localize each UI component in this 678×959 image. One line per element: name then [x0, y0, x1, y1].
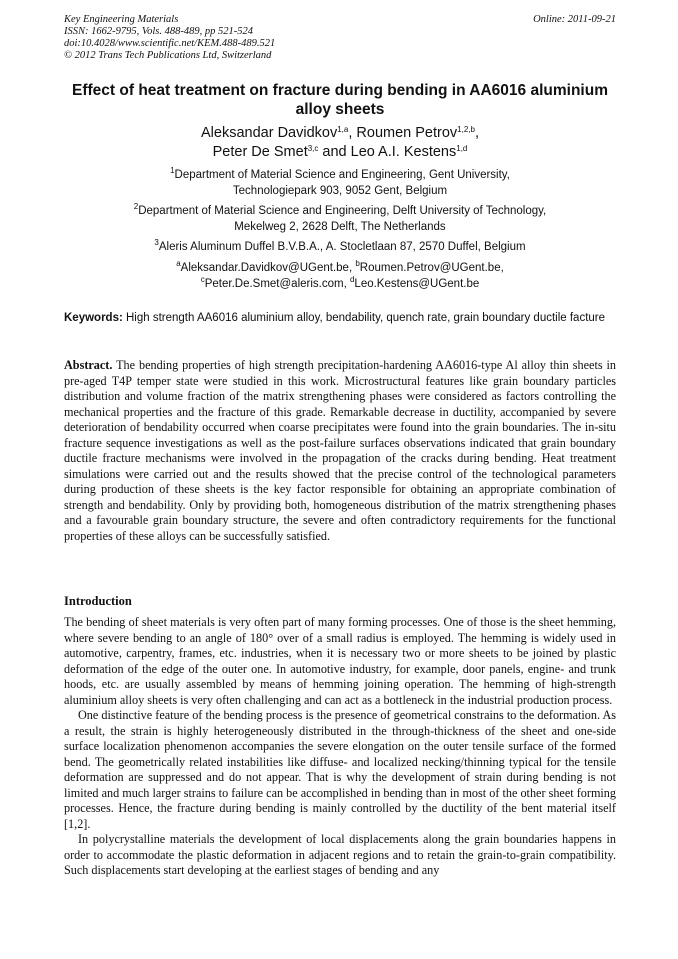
email-mark: c	[200, 275, 205, 284]
affiliation-3	[70, 239, 610, 255]
affiliation-number: 1	[170, 166, 175, 175]
email-link[interactable]: Roumen.Petrov@UGent.be,	[359, 262, 504, 274]
journal-name: Key Engineering Materials	[64, 14, 179, 25]
abstract-text: The bending properties of high strength precipitation-hardening AA6016-type Al alloy thin sheets in pre-aged T4P temper state were studied in this work. Microstructural features like grain boundary particles distribution and volume fraction of the matrix strengthening phases were considered as factors controlling the mechanical properties and the fracture of this grade. Remarkable decrease in ductility, accompanied by severe deterioration of bendability occurred when coarse precipitates were found into the grain boundaries. The in-situ fracture sequence investigations as well as the post-failure surfaces observations indicated that grain boundary ductile fracture mechanisms were involved in the propagation of the cracks during bending. Heat treatment simulations were carried out and the results showed that the precise control of the technological parameters during production of these sheets is the key factor responsible for obtaining an appropriate combination of strength and bendability. Only by providing both, homogeneous distribution of the matrix strengthening phases and a favourable grain boundary structure, the severe and often contradictory requirements for the functional properties of these alloys can be successfully satisfied.	[64, 358, 616, 543]
email-link[interactable]: Leo.Kestens@UGent.be	[354, 278, 480, 290]
email-link[interactable]: Aleksandar.Davidkov@UGent.be	[180, 262, 349, 274]
journal-header	[64, 14, 616, 62]
author-name: Aleksandar Davidkov	[201, 125, 338, 141]
author-list	[60, 124, 620, 162]
author-name: Peter De Smet	[212, 144, 308, 160]
journal-copyright: © 2012 Trans Tech Publications Ltd, Switzerland	[64, 50, 272, 61]
author-separator: ,	[474, 125, 479, 141]
author-name: Leo A.I. Kestens	[350, 144, 457, 160]
online-date: Online: 2011-09-21	[533, 14, 616, 25]
keywords-block	[64, 310, 616, 326]
email-link[interactable]: Peter.De.Smet@aleris.com	[204, 278, 344, 290]
affiliation-2	[70, 203, 610, 235]
email-mark: b	[355, 259, 360, 268]
affiliation-line: Aleris Aluminum Duffel B.V.B.A., A. Stocletlaan 87, 2570 Duffel, Belgium	[158, 241, 526, 253]
author-affiliation-mark: 1,2,b	[457, 125, 475, 134]
paragraph: One distinctive feature of the bending process is the presence of geometrical constrains to the deformation. As a result, the strain is highly heterogeneously distributed in the through-thickness of the sheet and one-side surface localization phenomenon accompanies the severe elongation on the outer tensile surface of the formed bend. The geometrically related instabilities like diffuse- and localized necking/thinning typical for the tensile deformation are suppressed and do not appear. That is why the development of strain during bending is not limited and much larger strains to failure can be accomplished in bending than in most of the other sheet forming processes. Hence, the fracture during bending is mainly controlled by the ductility of the bent material itself [1,2].	[64, 708, 616, 831]
affiliation-line: Technologiepark 903, 9052 Gent, Belgium	[232, 185, 448, 197]
introduction-body	[64, 615, 616, 879]
affiliation-number: 2	[133, 202, 139, 211]
author-conjunction: and	[318, 144, 351, 160]
author-affiliation-mark: 1,a	[337, 125, 349, 134]
affiliation-number: 3	[154, 238, 159, 247]
paper-title: Effect of heat treatment on fracture during bending in AA6016 aluminium alloy sheets	[72, 82, 608, 118]
email-mark: a	[176, 259, 181, 268]
email-mark: d	[349, 275, 355, 284]
abstract-block	[64, 358, 616, 544]
author-name: Roumen Petrov	[356, 125, 458, 141]
affiliation-line: Department of Material Science and Engineering, Delft University of Technology,	[138, 205, 547, 217]
abstract-label: Abstract.	[64, 358, 113, 372]
author-line-1	[60, 124, 620, 143]
journal-issn: ISSN: 1662-9795, Vols. 488-489, pp 521-524	[64, 26, 253, 37]
author-affiliation-mark: 1,d	[456, 144, 468, 153]
author-affiliation-mark: 3,c	[307, 144, 319, 153]
affiliation-1	[70, 167, 610, 199]
affiliation-line: Mekelweg 2, 2628 Delft, The Netherlands	[234, 221, 446, 233]
author-separator: ,	[348, 125, 357, 141]
affiliation-line: Department of Material Science and Engineering, Gent University,	[174, 169, 510, 181]
email-separator: ,	[343, 278, 350, 290]
section-heading-introduction: Introduction	[64, 594, 132, 608]
paragraph: The bending of sheet materials is very often part of many forming processes. One of those is the sheet hemming, where severe bending to an angle of 180° over of a small radius is employed. The hemming is widely used in automotive, carpentry, frames, etc. industries, when it is necessary two or more sheets to be joined by plastic deformation of the edge of the outer one. In automotive industry, for example, door panels, engine- and trunk hoods, etc. are usually assembled by means of hemming joining operation. The hemming of high-strength aluminium alloy sheets is very often challenging and can act as a bottleneck in the industrial production process.	[64, 615, 616, 707]
paragraph: In polycrystalline materials the development of local displacements along the grain boundaries happens in order to accommodate the plastic deformation in adjacent regions and to retain the grain-to-grain compatibility. Such displacements start developing at the earliest stages of bending and any	[64, 832, 616, 877]
keywords-label: Keywords:	[64, 312, 123, 324]
keywords-text: High strength AA6016 aluminium alloy, bendability, quench rate, grain boundary ductile facture	[122, 312, 606, 324]
journal-doi: doi:10.4028/www.scientific.net/KEM.488-489.521	[64, 38, 276, 49]
author-emails	[70, 260, 610, 292]
author-line-2	[60, 143, 620, 162]
email-separator: ,	[348, 262, 356, 274]
